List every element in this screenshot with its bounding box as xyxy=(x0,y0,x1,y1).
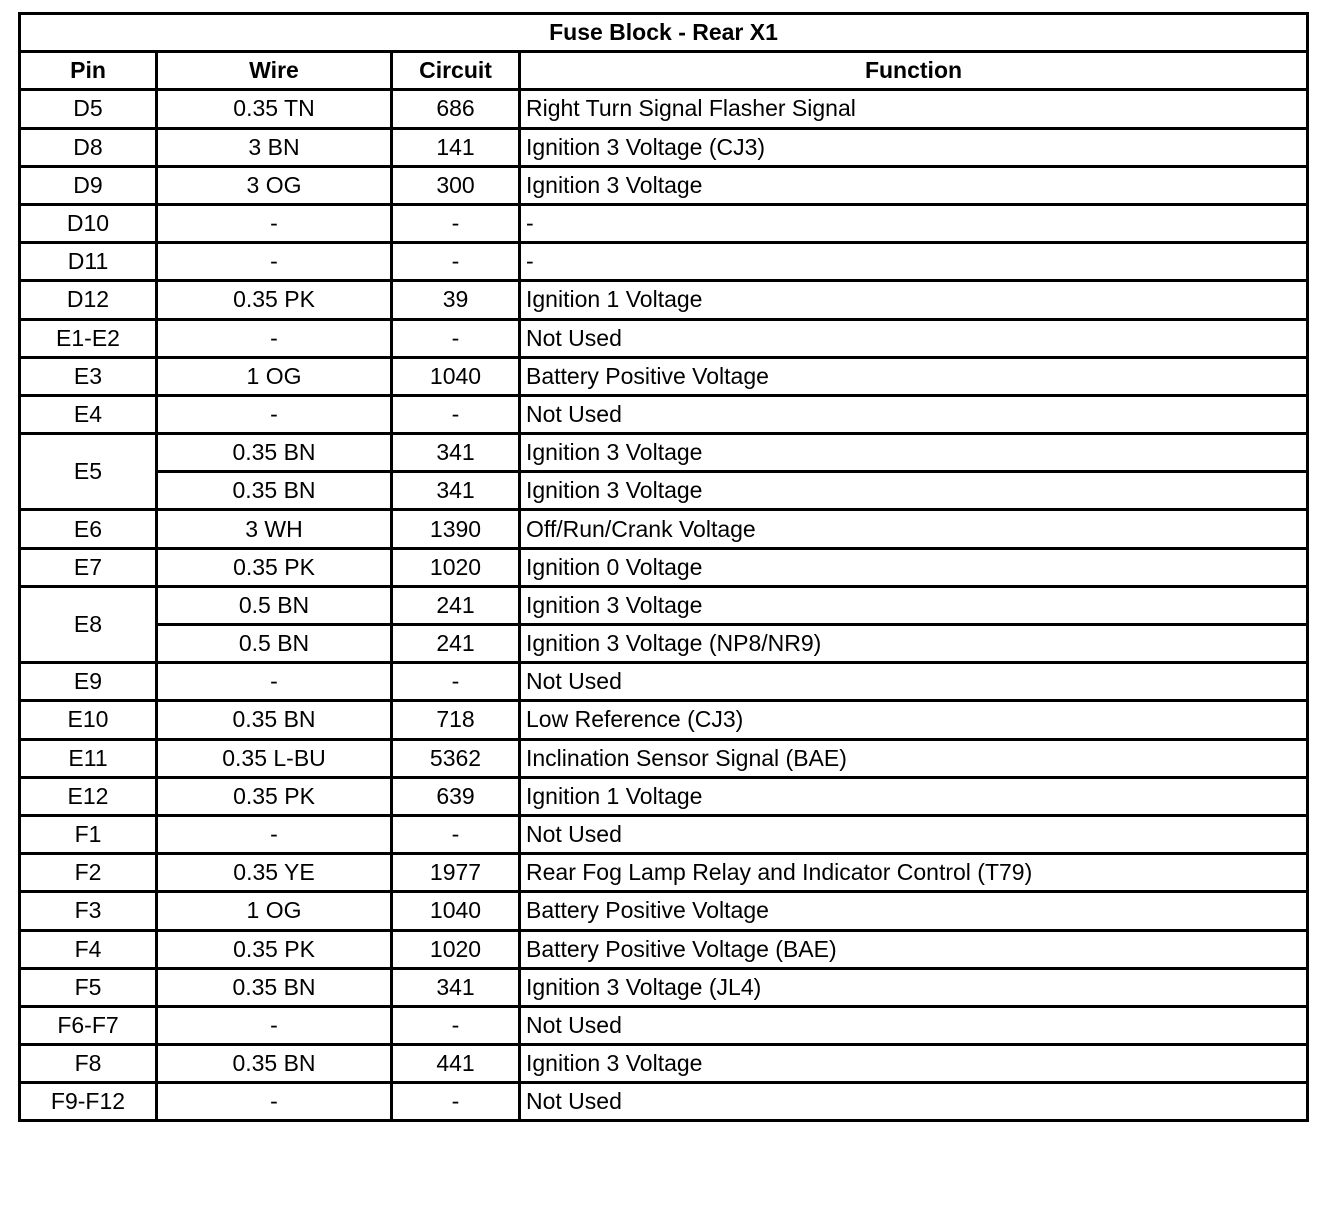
wire-cell: 0.35 BN xyxy=(157,968,392,1006)
wire-cell: 1 OG xyxy=(157,357,392,395)
table-row xyxy=(20,815,1308,853)
pin-cell: E10 xyxy=(20,701,157,739)
pin-cell: D12 xyxy=(20,281,157,319)
table-row xyxy=(20,625,1308,663)
table-row xyxy=(20,204,1308,242)
wire-cell: - xyxy=(157,243,392,281)
table-row xyxy=(20,777,1308,815)
table-row xyxy=(20,128,1308,166)
function-cell: Ignition 3 Voltage (JL4) xyxy=(520,968,1308,1006)
wire-cell: - xyxy=(157,395,392,433)
pin-cell: F8 xyxy=(20,1045,157,1083)
pin-cell: E5 xyxy=(20,434,157,510)
function-cell: Battery Positive Voltage (BAE) xyxy=(520,930,1308,968)
wire-cell: - xyxy=(157,204,392,242)
circuit-cell: 141 xyxy=(392,128,520,166)
function-cell: Ignition 3 Voltage (NP8/NR9) xyxy=(520,625,1308,663)
table-row xyxy=(20,701,1308,739)
table-row xyxy=(20,166,1308,204)
wire-cell: 0.35 PK xyxy=(157,930,392,968)
function-cell: Inclination Sensor Signal (BAE) xyxy=(520,739,1308,777)
wire-cell: 0.5 BN xyxy=(157,586,392,624)
table-row xyxy=(20,739,1308,777)
circuit-cell: 1390 xyxy=(392,510,520,548)
circuit-cell: - xyxy=(392,663,520,701)
function-cell: Not Used xyxy=(520,1006,1308,1044)
circuit-cell: - xyxy=(392,395,520,433)
table-row xyxy=(20,510,1308,548)
table-title: Fuse Block - Rear X1 xyxy=(20,14,1308,52)
table-row xyxy=(20,319,1308,357)
pin-cell: D9 xyxy=(20,166,157,204)
function-cell: Ignition 3 Voltage xyxy=(520,434,1308,472)
wire-cell: 0.35 BN xyxy=(157,472,392,510)
wire-column-header: Wire xyxy=(157,52,392,90)
wire-cell: 3 OG xyxy=(157,166,392,204)
pin-cell: E1-E2 xyxy=(20,319,157,357)
wire-cell: - xyxy=(157,1083,392,1121)
function-cell: Not Used xyxy=(520,319,1308,357)
circuit-cell: 341 xyxy=(392,472,520,510)
function-cell: Ignition 3 Voltage xyxy=(520,166,1308,204)
function-cell: Ignition 1 Voltage xyxy=(520,777,1308,815)
circuit-cell: - xyxy=(392,815,520,853)
circuit-cell: - xyxy=(392,204,520,242)
circuit-cell: 718 xyxy=(392,701,520,739)
pin-cell: F1 xyxy=(20,815,157,853)
wire-cell: 0.35 BN xyxy=(157,1045,392,1083)
pin-cell: E7 xyxy=(20,548,157,586)
table-row xyxy=(20,1006,1308,1044)
function-cell: Rear Fog Lamp Relay and Indicator Control (T79) xyxy=(520,854,1308,892)
circuit-cell: 5362 xyxy=(392,739,520,777)
connector-pinout-table xyxy=(18,12,1309,1122)
circuit-cell: 441 xyxy=(392,1045,520,1083)
pin-cell: F6-F7 xyxy=(20,1006,157,1044)
function-cell: Ignition 3 Voltage xyxy=(520,586,1308,624)
function-cell: Not Used xyxy=(520,815,1308,853)
pin-cell: F4 xyxy=(20,930,157,968)
pin-cell: F9-F12 xyxy=(20,1083,157,1121)
circuit-cell: 1020 xyxy=(392,548,520,586)
wire-cell: - xyxy=(157,815,392,853)
wire-cell: 0.35 TN xyxy=(157,90,392,128)
function-cell: Ignition 3 Voltage (CJ3) xyxy=(520,128,1308,166)
function-cell: Low Reference (CJ3) xyxy=(520,701,1308,739)
pin-cell: D10 xyxy=(20,204,157,242)
pin-cell: F2 xyxy=(20,854,157,892)
circuit-cell: 241 xyxy=(392,625,520,663)
circuit-cell: 1977 xyxy=(392,854,520,892)
circuit-cell: - xyxy=(392,319,520,357)
table-body xyxy=(20,90,1308,1121)
wire-cell: 0.35 YE xyxy=(157,854,392,892)
table-row xyxy=(20,395,1308,433)
circuit-cell: 300 xyxy=(392,166,520,204)
circuit-cell: 241 xyxy=(392,586,520,624)
function-cell: Right Turn Signal Flasher Signal xyxy=(520,90,1308,128)
function-cell: - xyxy=(520,243,1308,281)
circuit-cell: 1020 xyxy=(392,930,520,968)
wire-cell: 0.5 BN xyxy=(157,625,392,663)
pin-cell: E11 xyxy=(20,739,157,777)
pin-cell: D8 xyxy=(20,128,157,166)
pin-cell: E8 xyxy=(20,586,157,662)
function-cell: Not Used xyxy=(520,663,1308,701)
table-row xyxy=(20,90,1308,128)
table-title-row xyxy=(20,14,1308,52)
function-cell: Ignition 0 Voltage xyxy=(520,548,1308,586)
function-cell: Ignition 1 Voltage xyxy=(520,281,1308,319)
circuit-cell: 686 xyxy=(392,90,520,128)
function-cell: Ignition 3 Voltage xyxy=(520,1045,1308,1083)
table-row xyxy=(20,586,1308,624)
pin-cell: E12 xyxy=(20,777,157,815)
wire-cell: 0.35 L-BU xyxy=(157,739,392,777)
wire-cell: 0.35 PK xyxy=(157,777,392,815)
table-row xyxy=(20,357,1308,395)
wire-cell: - xyxy=(157,663,392,701)
table-row xyxy=(20,548,1308,586)
function-column-header: Function xyxy=(520,52,1308,90)
pin-column-header: Pin xyxy=(20,52,157,90)
function-cell: Battery Positive Voltage xyxy=(520,357,1308,395)
function-cell: Not Used xyxy=(520,1083,1308,1121)
circuit-cell: - xyxy=(392,1006,520,1044)
wire-cell: 0.35 PK xyxy=(157,548,392,586)
circuit-cell: - xyxy=(392,1083,520,1121)
table-row xyxy=(20,968,1308,1006)
table-row xyxy=(20,854,1308,892)
table-row xyxy=(20,930,1308,968)
circuit-cell: 341 xyxy=(392,968,520,1006)
pin-cell: D11 xyxy=(20,243,157,281)
circuit-cell: 39 xyxy=(392,281,520,319)
function-cell: Off/Run/Crank Voltage xyxy=(520,510,1308,548)
table-row xyxy=(20,281,1308,319)
table-row xyxy=(20,1083,1308,1121)
pin-cell: E9 xyxy=(20,663,157,701)
circuit-cell: 1040 xyxy=(392,892,520,930)
circuit-column-header: Circuit xyxy=(392,52,520,90)
circuit-cell: - xyxy=(392,243,520,281)
circuit-cell: 1040 xyxy=(392,357,520,395)
pin-cell: F3 xyxy=(20,892,157,930)
table-row xyxy=(20,663,1308,701)
table-row xyxy=(20,472,1308,510)
wire-cell: 0.35 BN xyxy=(157,434,392,472)
wire-cell: 3 BN xyxy=(157,128,392,166)
table-row xyxy=(20,1045,1308,1083)
pin-cell: E3 xyxy=(20,357,157,395)
pin-cell: F5 xyxy=(20,968,157,1006)
circuit-cell: 639 xyxy=(392,777,520,815)
table-row xyxy=(20,243,1308,281)
function-cell: - xyxy=(520,204,1308,242)
wire-cell: 0.35 PK xyxy=(157,281,392,319)
table-row xyxy=(20,892,1308,930)
wire-cell: - xyxy=(157,1006,392,1044)
wire-cell: 1 OG xyxy=(157,892,392,930)
wire-cell: - xyxy=(157,319,392,357)
function-cell: Not Used xyxy=(520,395,1308,433)
function-cell: Ignition 3 Voltage xyxy=(520,472,1308,510)
wire-cell: 3 WH xyxy=(157,510,392,548)
table-row xyxy=(20,434,1308,472)
wire-cell: 0.35 BN xyxy=(157,701,392,739)
function-cell: Battery Positive Voltage xyxy=(520,892,1308,930)
circuit-cell: 341 xyxy=(392,434,520,472)
pin-cell: D5 xyxy=(20,90,157,128)
pin-cell: E4 xyxy=(20,395,157,433)
column-header-row xyxy=(20,52,1308,90)
pin-cell: E6 xyxy=(20,510,157,548)
